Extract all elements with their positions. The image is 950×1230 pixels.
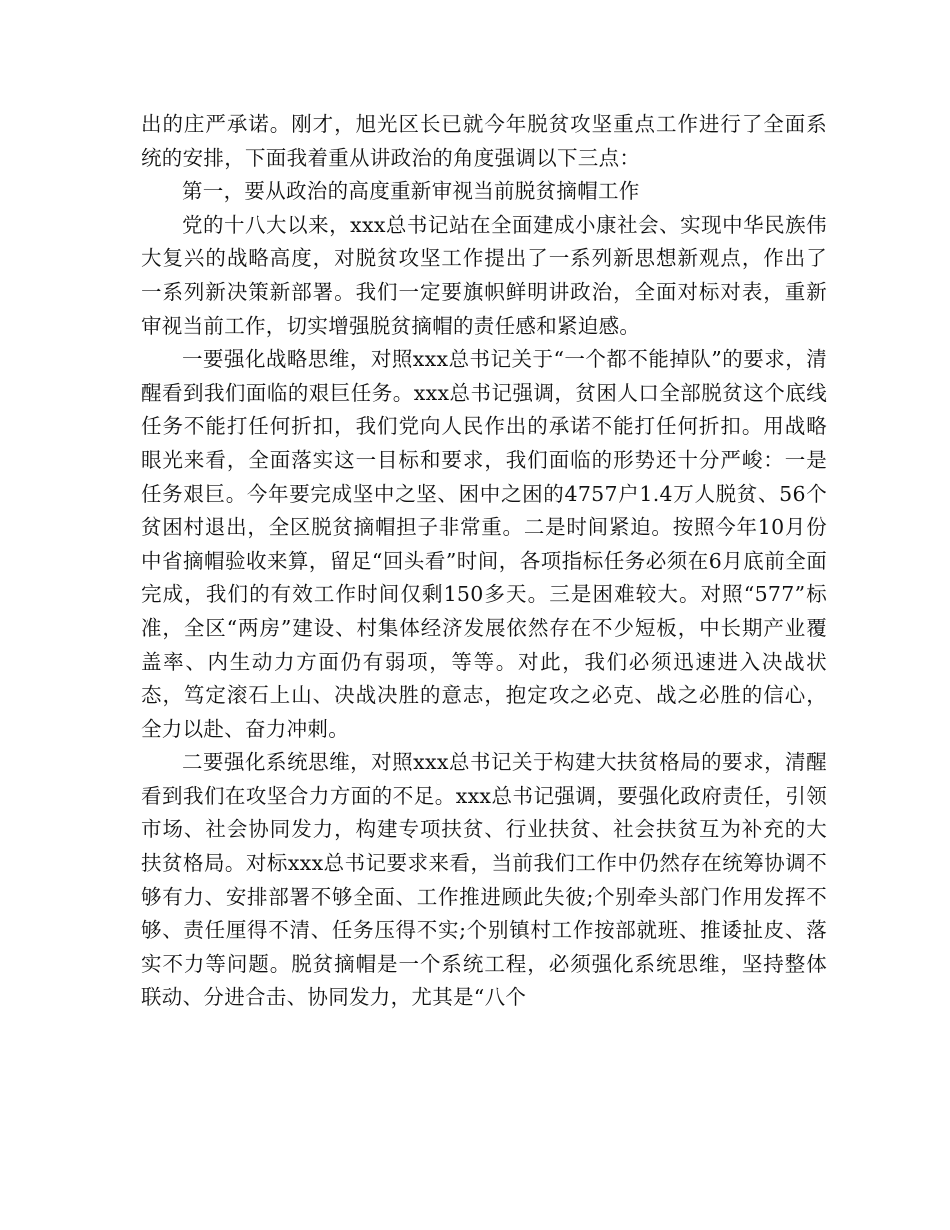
section-heading-first: 第一，要从政治的高度重新审视当前脱贫摘帽工作	[182, 179, 640, 204]
paragraph-strategic-thinking: 一要强化战略思维，对照xxx总书记关于“一个都不能掉队”的要求，清醒看到我们面临的艰巨任务。xxx总书记强调，贫困人口全部脱贫这个底线任务不能打任何折扣，我们党向人民作出的承诺不能打任何折扣。用战略眼光来看，全面落实这一目标和要求，我们面临的形势还十分严峻：一是任务艰巨。今年要完成坚中之坚、困中之困的4757户1.4万人脱贫、56个贫困村退出，全区脱贫摘帽担子非常重。二是时间紧迫。按照今年10月份中省摘帽验收来算，留足“回头看”时间，各项指标任务必须在6月底前全面完成，我们的有效工作时间仅剩150多天。三是困难较大。对照“577”标准，全区“两房”建设、村集体经济发展依然存在不少短板，中长期产业覆盖率、内生动力方面仍有弱项，等等。对此，我们必须迅速进入决战状态，笃定滚石上山、决战决胜的意志，抱定攻之必克、战之必胜的信心，全力以赴、奋力冲刺。	[141, 347, 827, 741]
document-body	[141, 108, 827, 1015]
paragraph-party-congress: 党的十八大以来，xxx总书记站在全面建成小康社会、实现中华民族伟大复兴的战略高度，对脱贫攻坚工作提出了一系列新思想新观点，作出了一系列新决策新部署。我们一定要旗帜鲜明讲政治，全面对标对表，重新审视当前工作，切实增强脱贫摘帽的责任感和紧迫感。	[141, 212, 827, 338]
paragraph-intro-continuation: 出的庄严承诺。刚才，旭光区长已就今年脱贫攻坚重点工作进行了全面系统的安排，下面我着重从讲政治的角度强调以下三点：	[141, 112, 827, 170]
paragraph-systematic-thinking: 二要强化系统思维，对照xxx总书记关于构建大扶贫格局的要求，清醒看到我们在攻坚合力方面的不足。xxx总书记强调，要强化政府责任，引领市场、社会协同发力，构建专项扶贫、行业扶贫、社会扶贫互为补充的大扶贫格局。对标xxx总书记要求来看，当前我们工作中仍然存在统筹协调不够有力、安排部署不够全面、工作推进顾此失彼;个别牵头部门作用发挥不够、责任厘得不清、任务压得不实;个别镇村工作按部就班、推诿扯皮、落实不力等问题。脱贫摘帽是一个系统工程，必须强化系统思维，坚持整体联动、分进合击、协同发力，尤其是“八个	[141, 750, 827, 1010]
